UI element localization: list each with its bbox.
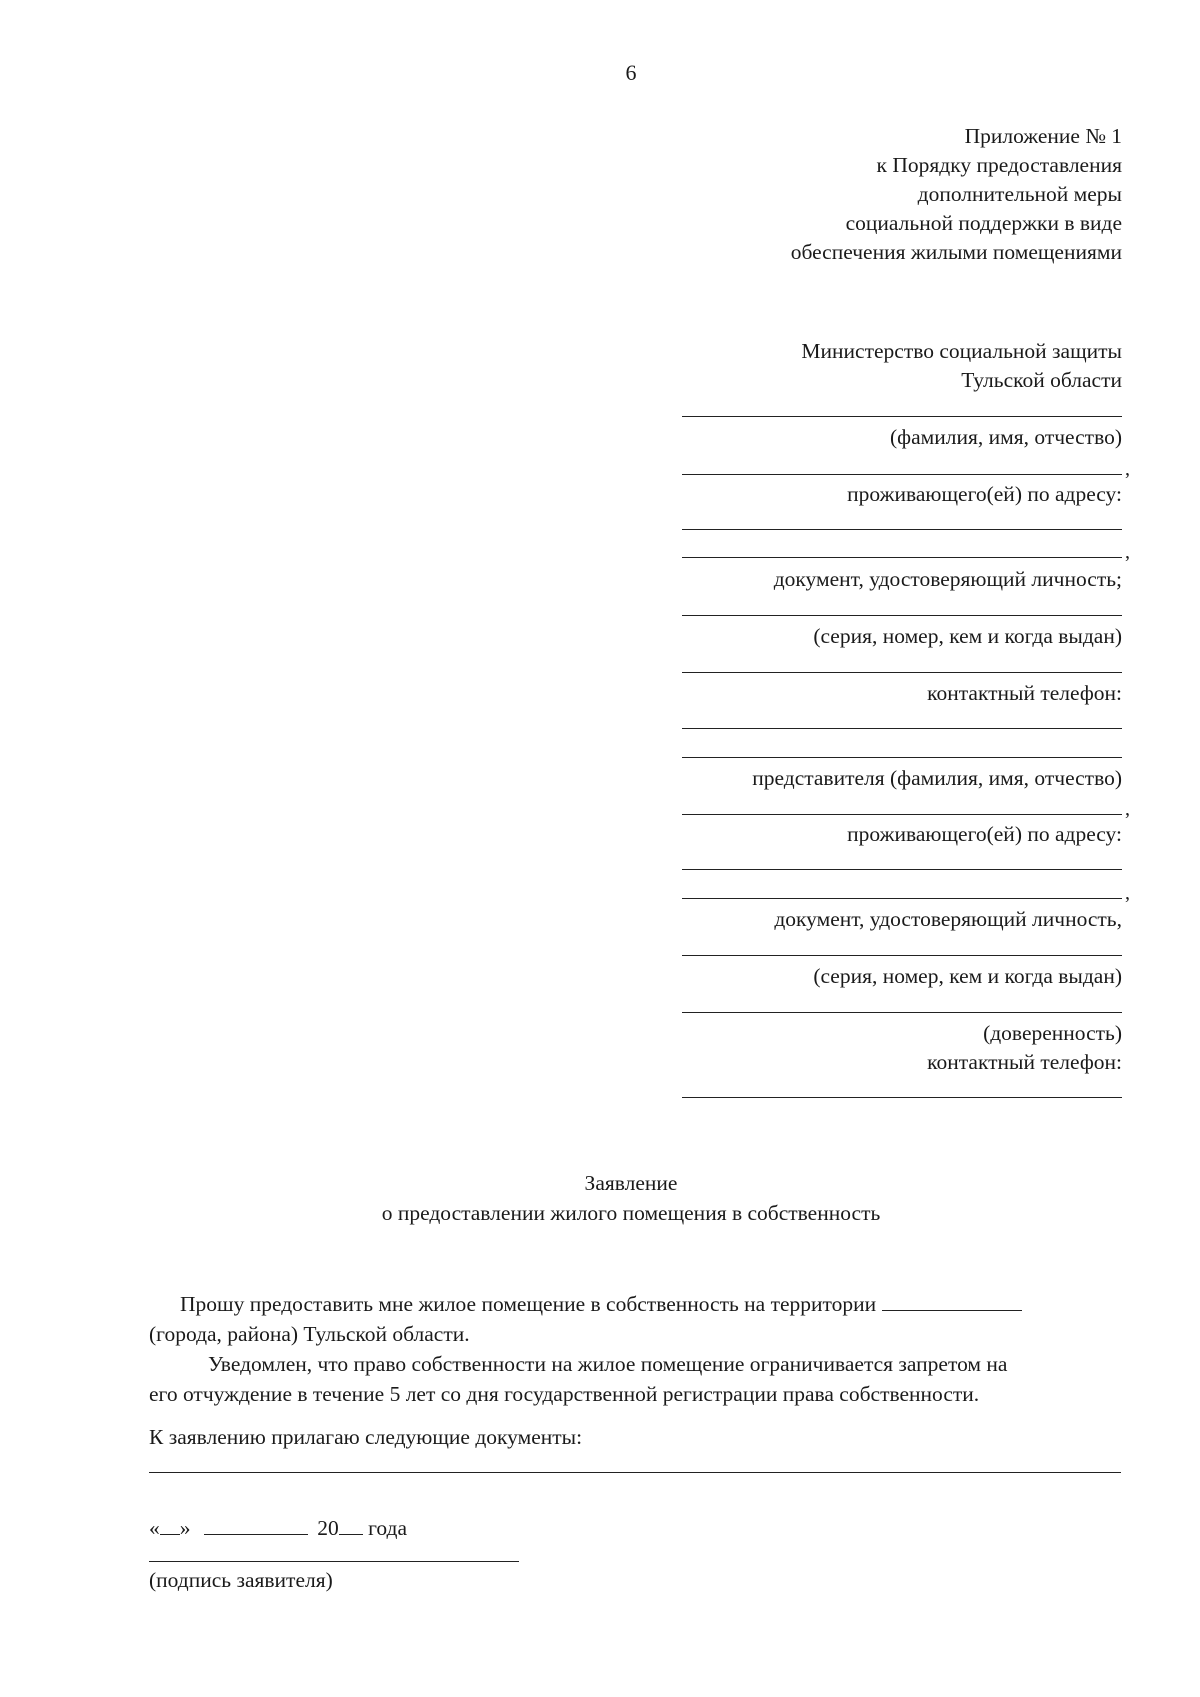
- id-details-line: [682, 672, 1122, 673]
- appendix-line: социальной поддержки в виде: [845, 211, 1122, 235]
- statement-title: Заявление: [584, 1171, 678, 1195]
- rep-name-caption: представителя (фамилия, имя, отчество): [752, 766, 1122, 790]
- date-close-quote: »: [179, 1516, 191, 1540]
- attachments-line: [149, 1472, 1121, 1473]
- appendix-line: обеспечения жилыми помещениями: [790, 240, 1122, 264]
- applicant-name-line-2: [682, 474, 1122, 475]
- appendix-line: к Порядку предоставления: [876, 153, 1122, 177]
- body-paragraph-1-line-2: (города, района) Тульской области.: [149, 1322, 470, 1346]
- id-doc-line: [682, 955, 1122, 956]
- applicant-id-doc-label: документ, удостоверяющий личность;: [773, 567, 1122, 591]
- rep-phone-label: контактный телефон:: [927, 1050, 1122, 1074]
- applicant-phone-label: контактный телефон:: [927, 681, 1122, 705]
- addressee-line1: Министерство социальной защиты: [801, 339, 1122, 363]
- applicant-id-details-caption: (серия, номер, кем и когда выдан): [813, 624, 1122, 648]
- rep-id-doc-label: документ, удостоверяющий личность,: [774, 907, 1122, 931]
- body-paragraph-2-line-1: Уведомлен, что право собственности на жилое помещение ограничивается запретом на: [208, 1352, 1008, 1376]
- address-line: [682, 869, 1122, 870]
- body-text: Прошу предоставить мне жилое помещение в собственность на территории: [180, 1292, 877, 1316]
- year-fill-line: [339, 1516, 363, 1535]
- rep-id-details-caption: (серия, номер, кем и когда выдан): [813, 964, 1122, 988]
- address-line: [682, 529, 1122, 530]
- signature-caption: (подпись заявителя): [149, 1568, 333, 1592]
- page-number: 6: [625, 60, 637, 85]
- id-doc-line: [682, 615, 1122, 616]
- rep-address-label: проживающего(ей) по адресу:: [847, 822, 1122, 846]
- phone-line: [682, 1097, 1122, 1098]
- addressee-line2: Тульской области: [961, 368, 1122, 392]
- applicant-name-line: [682, 416, 1122, 417]
- phone-line: [682, 728, 1122, 729]
- year-suffix: года: [368, 1516, 408, 1540]
- address-line: [682, 898, 1122, 899]
- rep-power-of-attorney-caption: (доверенность): [983, 1021, 1122, 1045]
- year-prefix: 20: [317, 1516, 339, 1540]
- month-fill-line: [204, 1516, 308, 1535]
- rep-name-line-2: [682, 814, 1122, 815]
- date-open-quote: «: [149, 1516, 160, 1540]
- appendix-line: Приложение № 1: [964, 124, 1122, 148]
- attachments-label: К заявлению прилагаю следующие документы:: [149, 1425, 583, 1449]
- body-paragraph-1-line-1: [180, 1292, 1022, 1318]
- id-details-line: [682, 1012, 1122, 1013]
- signature-line: [149, 1561, 519, 1562]
- date-row: [149, 1516, 407, 1542]
- body-paragraph-2-line-2: его отчуждение в течение 5 лет со дня государственной регистрации права собственности.: [149, 1382, 980, 1406]
- rep-name-line: [682, 757, 1122, 758]
- appendix-line: дополнительной меры: [917, 182, 1122, 206]
- applicant-address-label: проживающего(ей) по адресу:: [847, 482, 1122, 506]
- address-line: [682, 557, 1122, 558]
- statement-subtitle: о предоставлении жилого помещения в собственность: [381, 1201, 881, 1225]
- applicant-name-caption: (фамилия, имя, отчество): [890, 425, 1122, 449]
- territory-fill-line: [882, 1292, 1022, 1311]
- day-fill-line: [160, 1516, 180, 1535]
